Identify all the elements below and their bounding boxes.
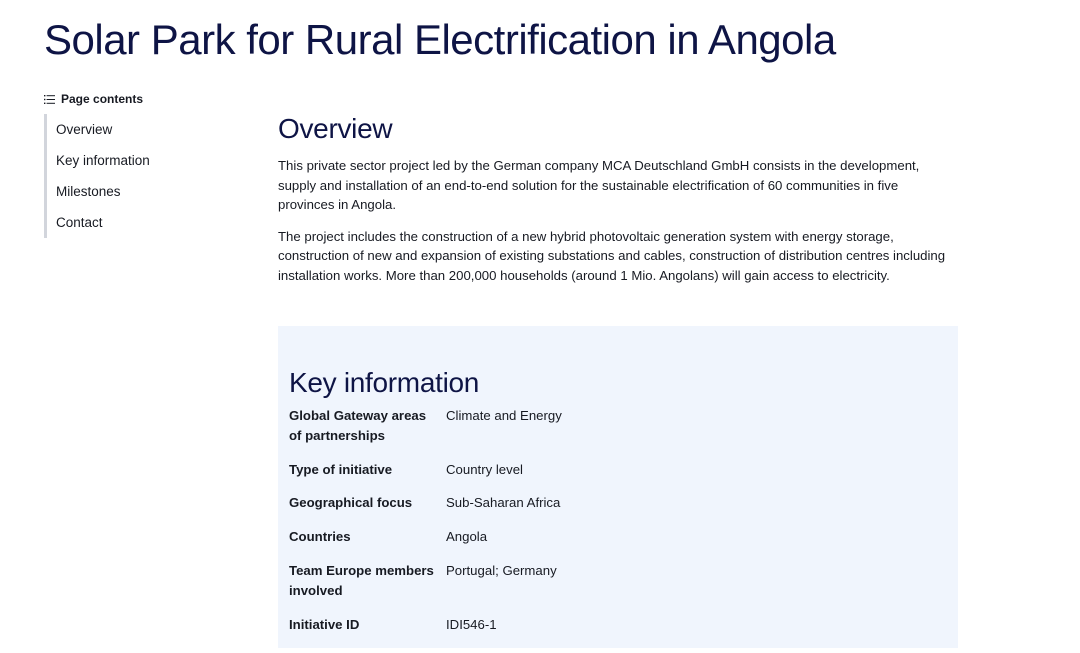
key-information-value: Climate and Energy bbox=[446, 408, 562, 423]
page-contents-list bbox=[44, 114, 244, 238]
overview-heading: Overview bbox=[278, 113, 393, 144]
key-information-table bbox=[289, 406, 947, 648]
key-information-label: Global Gateway areas of partnerships bbox=[289, 408, 427, 443]
page-contents-label: Page contents bbox=[61, 92, 144, 106]
overview-section bbox=[278, 110, 958, 286]
page-contents-header bbox=[44, 90, 244, 108]
key-information-value: Sub-Saharan Africa bbox=[446, 495, 561, 511]
overview-paragraph: The project includes the construction of a new hybrid photovoltaic generation system with energy storage, construction of new and expansion of existing substations and cables, construction of distribution centres including installation works. More than 200,000 households (around 1 Mio. Angolans) will gain access to electricity. bbox=[278, 228, 946, 283]
key-information-value: IDI546-1 bbox=[446, 616, 497, 632]
key-information-value: Portugal; Germany bbox=[446, 562, 557, 578]
key-information-value: Country level bbox=[446, 461, 523, 477]
list-icon bbox=[44, 95, 55, 104]
page-title: Solar Park for Rural Electrification in Angola bbox=[44, 16, 836, 63]
key-information-heading: Key information bbox=[289, 367, 480, 398]
key-information-value: Angola bbox=[446, 529, 488, 545]
toc-link-key-information[interactable]: Key information bbox=[56, 153, 150, 168]
toc-link-contact[interactable]: Contact bbox=[56, 215, 103, 230]
overview-paragraph: This private sector project led by the German company MCA Deutschland GmbH consists in the development, supply and installation of an end-to-end solution for the sustainable electrification of 60 communities in five provinces in Angola. bbox=[278, 158, 920, 213]
toc-link-overview[interactable]: Overview bbox=[56, 122, 113, 137]
key-information-label: Team Europe members involved bbox=[289, 562, 434, 598]
key-information-label: Countries bbox=[289, 529, 351, 545]
key-information-section bbox=[278, 326, 958, 648]
key-information-label: Geographical focus bbox=[289, 495, 413, 511]
key-information-label: Initiative ID bbox=[289, 616, 360, 632]
page-contents-nav bbox=[44, 90, 244, 238]
toc-link-milestones[interactable]: Milestones bbox=[56, 184, 121, 199]
key-information-label: Type of initiative bbox=[289, 461, 393, 477]
